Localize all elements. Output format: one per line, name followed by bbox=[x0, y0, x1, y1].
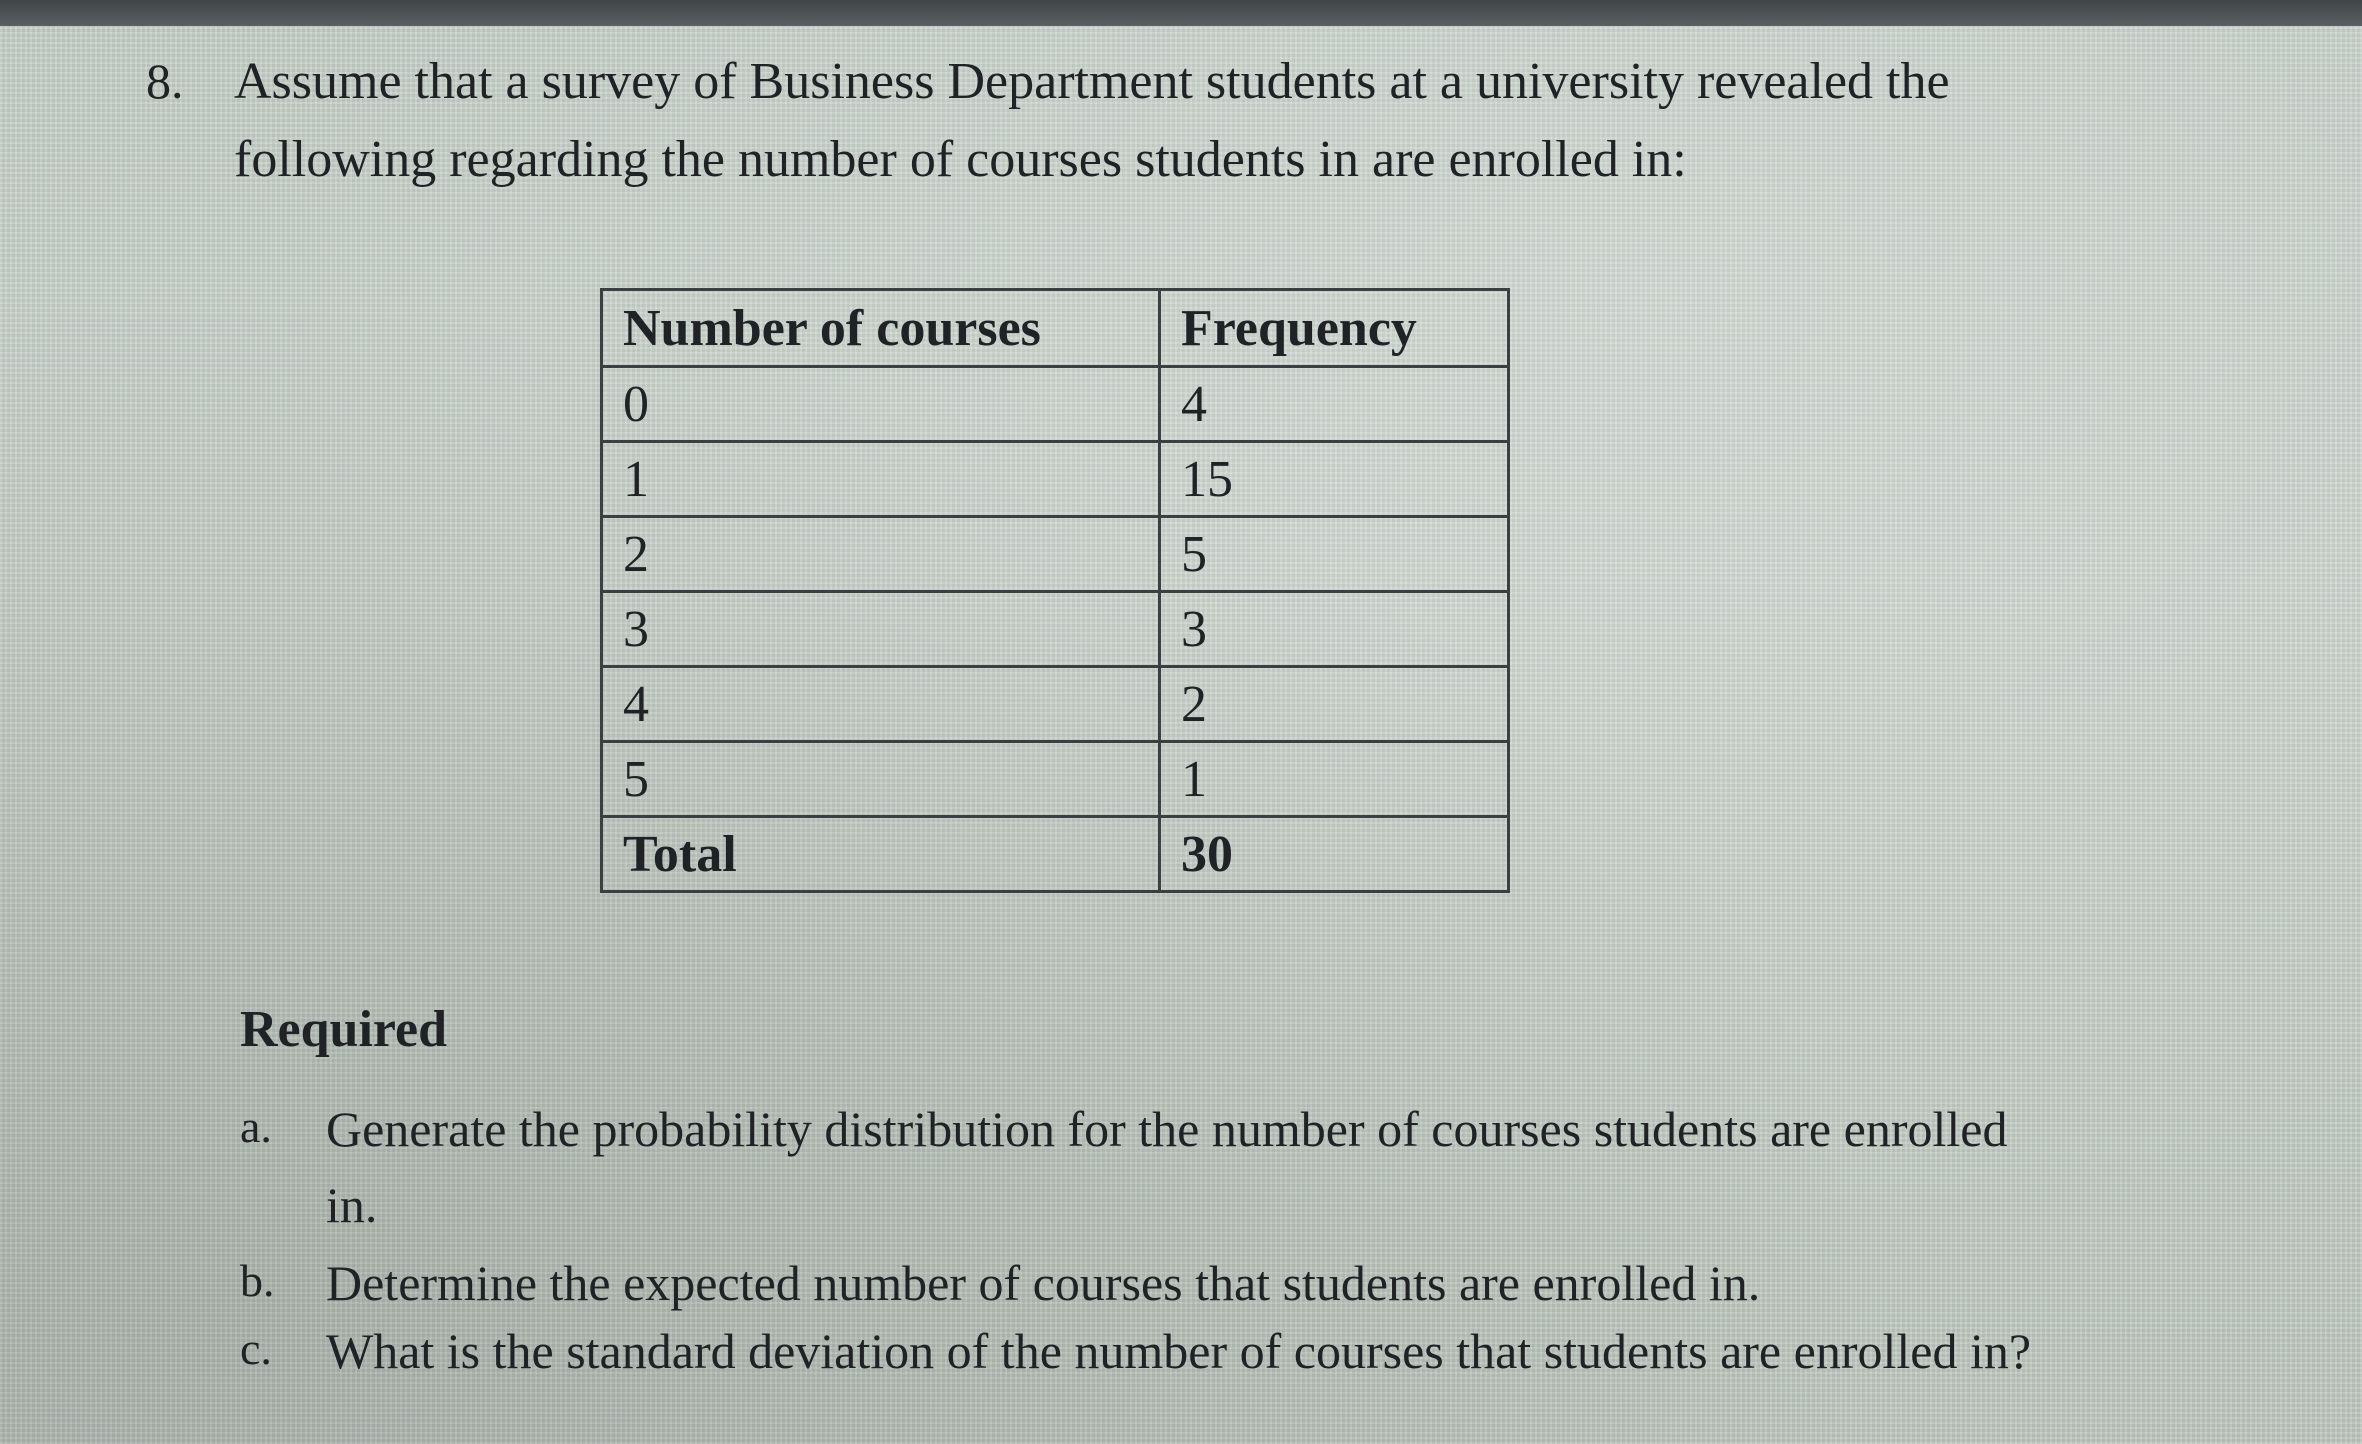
frequency-cell: 1 bbox=[1160, 742, 1509, 817]
table-row bbox=[602, 367, 1509, 442]
question-text-line-2: following regarding the number of courses students in are enrolled in: bbox=[234, 131, 1687, 188]
question-number: 8. bbox=[146, 53, 184, 109]
table-header-row bbox=[602, 290, 1509, 367]
item-text-continued: in. bbox=[326, 1177, 378, 1233]
total-label: Total bbox=[602, 817, 1160, 892]
courses-cell: 3 bbox=[602, 592, 1160, 667]
table-row bbox=[602, 667, 1509, 742]
table-row bbox=[602, 517, 1509, 592]
question-text-line-1: Assume that a survey of Business Department students at a university revealed the bbox=[234, 53, 1950, 110]
item-text: What is the standard deviation of the number of courses that students are enrolled in? bbox=[326, 1323, 2032, 1379]
table-total-row bbox=[602, 817, 1509, 892]
item-letter: a. bbox=[240, 1101, 272, 1152]
item-text: Generate the probability distribution for the number of courses students are enrolled bbox=[326, 1101, 2008, 1157]
item-letter: b. bbox=[240, 1255, 275, 1306]
required-heading: Required bbox=[240, 1001, 448, 1058]
item-letter: c. bbox=[240, 1323, 272, 1374]
courses-cell: 1 bbox=[602, 442, 1160, 517]
header-frequency: Frequency bbox=[1160, 290, 1509, 367]
frequency-cell: 3 bbox=[1160, 592, 1509, 667]
table-row bbox=[602, 442, 1509, 517]
table-row bbox=[602, 592, 1509, 667]
table-row bbox=[602, 742, 1509, 817]
frequency-cell: 5 bbox=[1160, 517, 1509, 592]
courses-cell: 0 bbox=[602, 367, 1160, 442]
frequency-cell: 4 bbox=[1160, 367, 1509, 442]
total-value: 30 bbox=[1160, 817, 1509, 892]
frequency-cell: 15 bbox=[1160, 442, 1509, 517]
courses-cell: 4 bbox=[602, 667, 1160, 742]
header-number-of-courses: Number of courses bbox=[602, 290, 1160, 367]
frequency-cell: 2 bbox=[1160, 667, 1509, 742]
item-text: Determine the expected number of courses that students are enrolled in. bbox=[326, 1255, 1761, 1311]
frequency-table bbox=[600, 288, 1510, 893]
courses-cell: 2 bbox=[602, 517, 1160, 592]
courses-cell: 5 bbox=[602, 742, 1160, 817]
